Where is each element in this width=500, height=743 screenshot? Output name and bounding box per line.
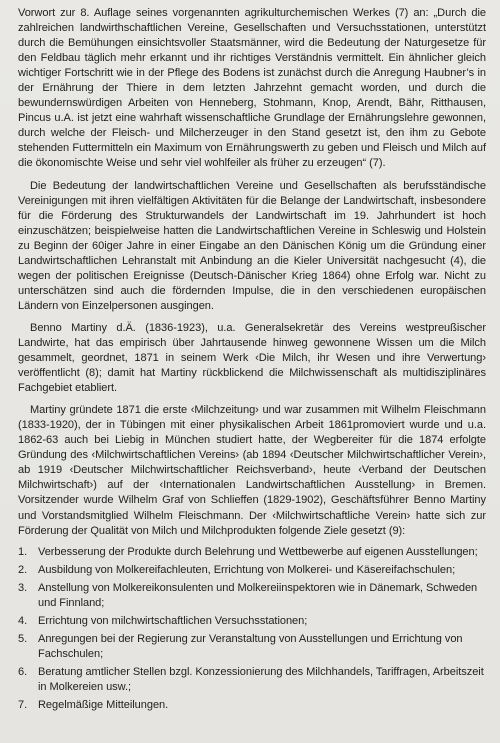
goal-number: 5. <box>18 632 28 645</box>
goal-text: Beratung amtlicher Stellen bzgl. Konzessionierung des Milchhandels, Tariffragen, Arbeitszeit in Molkereien usw.; <box>38 665 484 693</box>
goal-list-item <box>18 563 486 578</box>
paragraph-milk-association-founding: Martiny gründete 1871 die erste ‹Milchzeitung› und war zusammen mit Wilhelm Fleischmann (1833-1920), der in Tübingen mit einer physikalischen Arbeit 1861promoviert wurde und u.a. 1862-63 auch bei Liebig in München studiert hatte, der Wegbereiter für die 1874 erfolgte Gründung des ‹Milchwirtschaftlichen Vereins› (ab 1894 ‹Deutscher Milchwirtschaftlicher Verein›, ab 1919 ‹Deutscher Milchwirtschaftlicher Reichsverband›, heute ‹Verband der Deutschen Milchwirtschaft›) auf der ‹Internationalen Landwirtschaftlichen Ausstellung› in Bremen. Vorsitzender wurde Wilhelm Graf von Schlieffen (1829-1902), Geschäftsführer Benno Martiny und Vorstandsmitglied Wilhelm Fleischmann. Der ‹Milchwirtschaftliche Verein› hatte sich zur Förderung der Qualität von Milch und Milchprodukten folgende Ziele gesetzt (9): <box>18 404 486 537</box>
paragraph-gap <box>18 314 486 321</box>
goal-list-item <box>18 698 486 713</box>
goal-number: 7. <box>18 699 28 712</box>
paragraph-liebig-preface-quote: Vorwort zur 8. Auflage seines vorgenannten agrikulturchemischen Werkes (7) an: „Durch die zahlreichen landwirthschaftlichen Vereine, Gesellschaften und Versuchsstationen, unterstützt durch die Bemühungen einsichtsvoller Staatsmänner, wird die Bedeutung der Naturgesetze für den Feldbau täglich mehr erkannt und ihr richtiges Verständnis vermittelt. Ein ähnlicher gleich wichtiger Fortschritt wie in der Pflege des Bodens ist zunächst durch die Anregung Haubner’s in der Ernährung der Thiere in dem letzten Jahrzehnt gemacht worden, und durch die bewundernswürdigen Arbeiten von Henneberg, Stohmann, Knop, Arendt, Bähr, Ritthausen, Pincus u.A. ist jetzt eine wahrhaft wissenschaftliche Grundlage der Ernährungslehre gewonnen, durch welche der Fleisch- und Milcherzeuger in den Stand gesetzt ist, den ihm zu Gebote stehenden Futtermitteln ein Maximum von Ernährungswerth zu geben und Fleisch und Milch auf die ökonomischte Weise und sehr viel wohlfeiler als früher zu erzeugen“ (7). <box>18 7 486 170</box>
goal-number: 6. <box>18 665 28 678</box>
goal-list-item <box>18 614 486 629</box>
goal-list-item <box>18 632 486 662</box>
association-goals-list <box>18 545 486 713</box>
paragraph-agricultural-associations: Die Bedeutung der landwirtschaftlichen Vereine und Gesellschaften als berufsständische Vereinigungen mit ihren vielfältigen Aktivitäten für die Belange der Landwirtschaft, insbesondere für die Förderung des Strukturwandels der Landwirtschaft im 19. Jahrhundert ist hoch einzuschätzen; beispielweise hatten die Landwirtschaftlichen Vereine in Schleswig und Holstein zu Beginn der 60iger Jahre in einer Eingabe an den Dänischen König um die Gründung einer Landwirtschaftlichen Lehranstalt mit Anbindung an die Kieler Universität nachgesucht (4), die wegen der politischen Ereignisse (Deutsch-Dänischer Krieg 1864) ohne Erfolg war. Nicht zu unterschätzen sind auch die fördernden Impulse, die in den verschiedenen europäischen Ländern von Einzelpersonen ausgingen. <box>18 179 486 312</box>
goal-list-item <box>18 581 486 611</box>
goal-text: Verbesserung der Produkte durch Belehrung und Wettbewerbe auf eigenen Ausstellungen; <box>38 545 478 558</box>
paragraph-benno-martiny: Benno Martiny d.Ä. (1836-1923), u.a. Generalsekretär des Vereins westpreußischer Landwirte, hat das empirisch über Jahrtausende hinweg gewonnene Wissen um die Milch gesammelt, geordnet, 1871 in seinem Werk ‹Die Milch, ihr Wesen und ihre Verwertung› veröffentlicht (8); damit hat Martiny rückblickend die Milchwissenschaft als multidisziplinäres Fachgebiet etabliert. <box>18 321 486 395</box>
goal-list-item <box>18 545 486 560</box>
goal-text: Anregungen bei der Regierung zur Veranstaltung von Ausstellungen und Errichtung von Fachschulen; <box>38 632 463 660</box>
goal-number: 1. <box>18 545 28 558</box>
goal-number: 4. <box>18 614 28 627</box>
paragraph-gap <box>18 172 486 179</box>
goal-list-item <box>18 665 486 695</box>
goal-number: 3. <box>18 581 28 594</box>
goal-text: Errichtung von milchwirtschaftlichen Versuchsstationen; <box>38 614 308 627</box>
paragraph-gap <box>18 396 486 403</box>
goal-text: Anstellung von Molkereikonsulenten und Molkereiinspektoren wie in Dänemark, Schweden und Finnland; <box>38 581 478 609</box>
goal-text: Ausbildung von Molkereifachleuten, Errichtung von Molkerei- und Käsereifachschulen; <box>38 563 456 576</box>
goal-text: Regelmäßige Mitteilungen. <box>38 699 169 712</box>
goal-number: 2. <box>18 563 28 576</box>
